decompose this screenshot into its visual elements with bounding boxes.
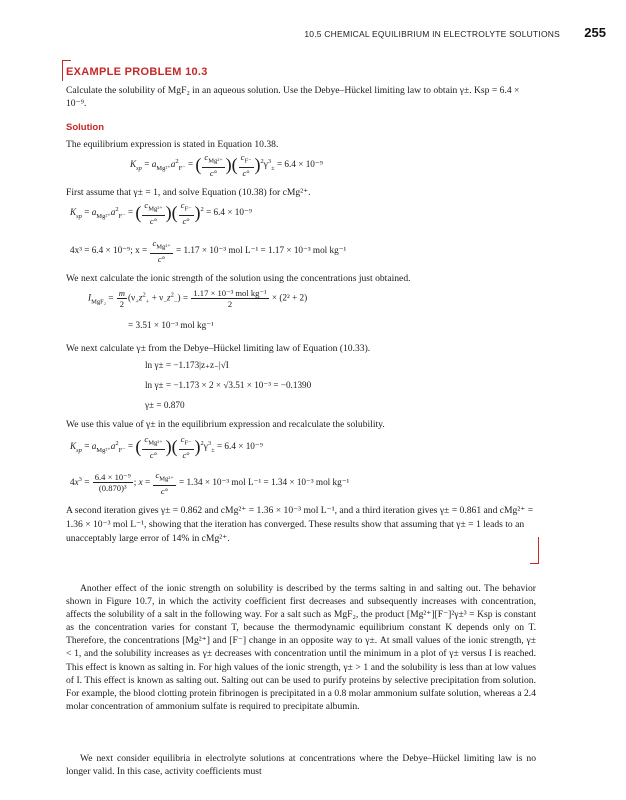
solution-text-3: We next calculate the ionic strength of the solution using the concentrations just obtained. (66, 273, 411, 284)
example-bracket-bottom (530, 537, 539, 564)
equation-ksp-3: $K_{sp} = a_{Mg^{2+}}a^2_{F^-}$ = ( $\frac{c_{Mg^{2+}}}{c^\circ}$ )( $\frac{c_{F^-}}{c^\circ}$ )$^2\gamma^3_\pm = 6.4 \times 10^{-9}$ (70, 434, 263, 460)
equation-ksp-2-value: = 6.4 × 10⁻⁹ (206, 206, 253, 217)
equation-ksp-2: $K_{sp} = a_{Mg^{2+}}a^2_{F^-}$ = ( $\frac{c_{Mg^{2+}}}{c^\circ}$ )( $\frac{c_{F^-}}{c^\circ}$ )$^2$ = 6.4 × 10⁻⁹ (70, 200, 253, 226)
solution-text-6: A second iteration gives γ± = 0.862 and cMg²⁺ = 1.36 × 10⁻³ mol L⁻¹, and a third iteration gives γ± = 0.861 and cMg²⁺ = 1.36 × 10⁻³ mol L⁻¹, showing that the iteration has converged. These results show that assuming that γ± = 1 leads to an unacceptably large error of 14% in cMg²⁺. (66, 505, 534, 544)
solution-text-2: First assume that γ± = 1, and solve Equation (10.38) for cMg²⁺. (66, 187, 311, 198)
body-paragraph-2: We next consider equilibria in electrolyte solutions at concentrations where the Debye–Hückel limiting law is no longer valid. In this case, activity coefficients must (66, 753, 536, 778)
equation-gamma-value: γ± = 0.870 (145, 400, 185, 410)
equation-ionic-strength: $I_{MgF_2}$ = $\frac{m}{2}$ $(\nu_+z^2_+ + \nu_-z^2_-)$ = $\frac{\text{1.17 × 10⁻³ mol kg⁻¹}}{2}$ × (2² + 2) (88, 288, 308, 309)
example-title: EXAMPLE PROBLEM 10.3 (66, 66, 208, 78)
equation-ionic-strength-result: = 3.51 × 10⁻³ mol kg⁻¹ (128, 320, 214, 330)
recalc-result: = 1.34 × 10⁻³ mol L⁻¹ = 1.34 × 10⁻³ mol kg⁻¹ (178, 476, 350, 487)
equation-ln-gamma-2: ln γ± = −1.173 × 2 × √3.51 × 10⁻³ = −0.1390 (145, 380, 312, 390)
ionic-strength-tail: × (2² + 2) (271, 292, 308, 303)
problem-statement: Calculate the solubility of MgF₂ in an aqueous solution. Use the Debye–Hückel limiting law to obtain γ±. Ksp = 6.4 × 10⁻⁹. (66, 85, 520, 109)
running-header (0, 26, 626, 44)
equation-solve-x-result: = 1.17 × 10⁻³ mol L⁻¹ = 1.17 × 10⁻³ mol kg⁻¹ (175, 244, 347, 255)
equation-solve-x: 4x³ = 6.4 × 10⁻⁹; x = $\frac{c_{Mg^{2+}}}{c^\circ}$ = 1.17 × 10⁻³ mol L⁻¹ = 1.17 × 10⁻³ mol kg⁻¹ (70, 238, 347, 264)
section-title: 10.5 CHEMICAL EQUILIBRIUM IN ELECTROLYTE SOLUTIONS (304, 29, 560, 39)
equation-ksp-1-value: = 6.4 × 10⁻⁹ (276, 158, 323, 169)
equation-recalc: $4x^3$ = $\frac{\text{6.4 × 10⁻⁹}}{\text{(0.870)³}}$ ; x = $\frac{c_{Mg^{2+}}}{c^\circ}$ = 1.34 × 10⁻³ mol L⁻¹ = 1.34 × 10⁻³ mol kg⁻¹ (70, 470, 350, 496)
solution-text-5: We use this value of γ± in the equilibrium expression and recalculate the solubility. (66, 419, 385, 430)
equation-ksp-1: $K_{sp} = a_{Mg^{2+}}a^2_{F^-}$ = ( $\frac{c_{Mg^{2+}}}{c^\circ}$ )( $\frac{c_{F^-}}{c^\circ}$ )$^2\gamma^3_\pm = 6.4 \times 10^{-9}$ (130, 152, 323, 178)
equation-ksp-3-value: = 6.4 × 10⁻⁹ (216, 440, 263, 451)
equation-ln-gamma-1: ln γ± = −1.173|z₊z₋|√I (145, 360, 229, 370)
equation-solve-x-left: 4x³ = 6.4 × 10⁻⁹; x = (70, 244, 148, 255)
solution-text-4: We next calculate γ± from the Debye–Hückel limiting law of Equation (10.33). (66, 343, 371, 354)
ionic-strength-numerator: 1.17 × 10⁻³ mol kg⁻¹ (193, 288, 267, 298)
recalc-numerator: 6.4 × 10⁻⁹ (94, 472, 131, 483)
recalc-denominator: (0.870)³ (98, 483, 127, 494)
solution-heading: Solution (66, 122, 104, 133)
solution-text-1: The equilibrium expression is stated in Equation 10.38. (66, 139, 279, 150)
body-paragraph-1: Another effect of the ionic strength on solubility is described by the terms salting in and salting out. The behavior shown in Figure 10.7, in which the activity coefficient first decreases and subsequently increases with concentration, affects the solubility of a salt in the following way. For a salt such as MgF₂, the product [Mg²⁺][F⁻]²γ±³ = Ksp is constant as the concentration varies for constant T, because the thermodynamic equilibrium constant K depends only on T. Therefore, the concentrations [Mg²⁺] and [F⁻] change in an opposite way to γ±. At small values of the ionic strength, γ± < 1, and the solubility increases as γ± decreases with concentration until the minimum in a plot of γ± versus I is reached. This effect is known as salting in. For high values of the ionic strength, γ± > 1 and the solubility is less than at low values of I. This effect is known as salting out. Salting out can be used to purify proteins by selective precipitation from solution. For example, the blood clotting protein fibrinogen is precipitated in a 0.8 molar ammonium sulfate solution, whereas a 2.4 molar concentration of ammonium sulfate is required to precipitate albumin. (66, 583, 536, 712)
page-number: 255 (584, 25, 606, 40)
